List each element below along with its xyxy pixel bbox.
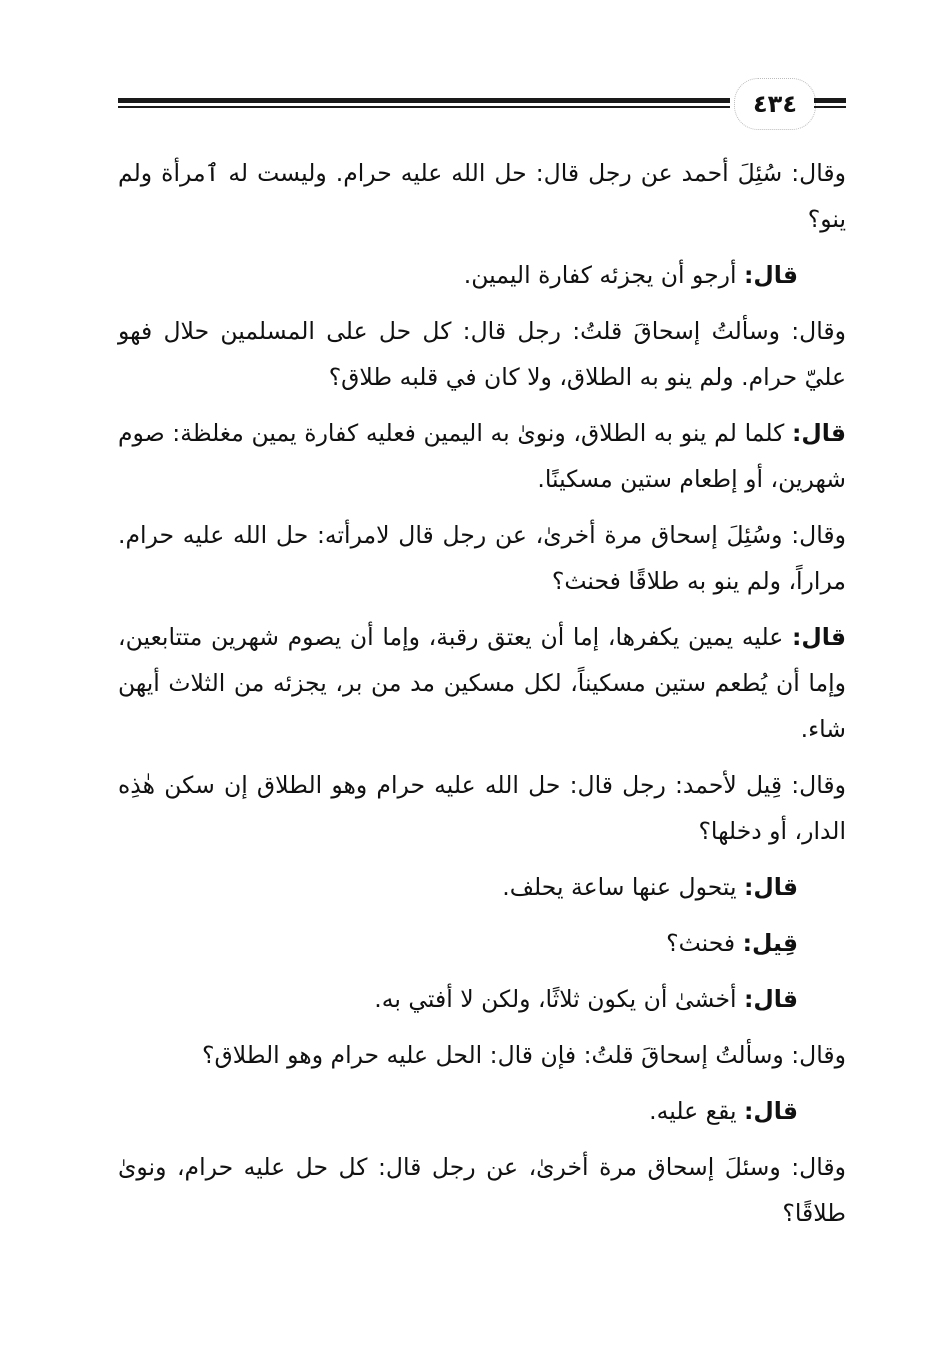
page-body <box>118 150 846 1246</box>
paragraph: وقال: وسئلَ إسحاق مرة أخرىٰ، عن رجل قال: كل حل عليه حرام، ونوىٰ طلاقًا؟ <box>118 1153 846 1227</box>
answer-label: قال: <box>744 985 798 1013</box>
page-number: ٤٣٤ <box>753 90 797 118</box>
paragraph: وقال: قِيل لأحمد: رجل قال: حل الله عليه حرام وهو الطلاق إن سكن هٰذِه الدار، أو دخلها؟ <box>118 771 846 845</box>
paragraph: وقال: وسُئِلَ إسحاق مرة أخرىٰ، عن رجل قال لامرأته: حل الله عليه حرام. مراراً، ولم ينو به طلاقًا فحنث؟ <box>118 521 846 595</box>
paragraph: قال: عليه يمين يكفرها، إما أن يعتق رقبة، وإما أن يصوم شهرين متتابعين، وإما أن يُطعم ستين مسكيناً، لكل مسكين مد من بر، يجزئه من الثلاث أيهن شاء. <box>118 623 846 743</box>
paragraph: قال: كلما لم ينو به الطلاق، ونوىٰ به اليمين فعليه كفارة يمين مغلظة: صوم شهرين، أو إطعام ستين مسكينًا. <box>118 419 846 493</box>
paragraph: قال: يقع عليه. <box>649 1097 798 1125</box>
question-label: قِيل: <box>742 929 798 957</box>
paragraph: قال: يتحول عنها ساعة يحلف. <box>502 873 798 901</box>
paragraph: قال: أرجو أن يجزئه كفارة اليمين. <box>463 261 798 289</box>
paragraph: وقال: وسألتُ إسحاقَ قلتُ: رجل قال: كل حل على المسلمين حلال فهو عليّ حرام. ولم ينو به الطلاق، ولا كان في قلبه طلاق؟ <box>118 317 846 391</box>
answer-label: قال: <box>792 623 846 651</box>
paragraph: وقال: وسألتُ إسحاقَ قلتُ: فإن قال: الحل عليه حرام وهو الطلاق؟ <box>202 1041 846 1069</box>
answer-label: قال: <box>744 873 798 901</box>
paragraph: وقال: سُئِلَ أحمد عن رجل قال: حل الله عليه حرام. وليست له ٱمرأة ولم ينو؟ <box>118 159 846 233</box>
page-number-ornament <box>734 78 816 130</box>
answer-label: قال: <box>792 419 846 447</box>
answer-label: قال: <box>744 261 798 289</box>
paragraph: قال: أخشىٰ أن يكون ثلاثًا، ولكن لا أفتي به. <box>374 985 798 1013</box>
answer-label: قال: <box>744 1097 798 1125</box>
header-rule-end <box>814 98 846 108</box>
header-rule <box>118 98 730 108</box>
page-header <box>118 78 846 128</box>
paragraph: قِيل: فحنث؟ <box>666 929 798 957</box>
